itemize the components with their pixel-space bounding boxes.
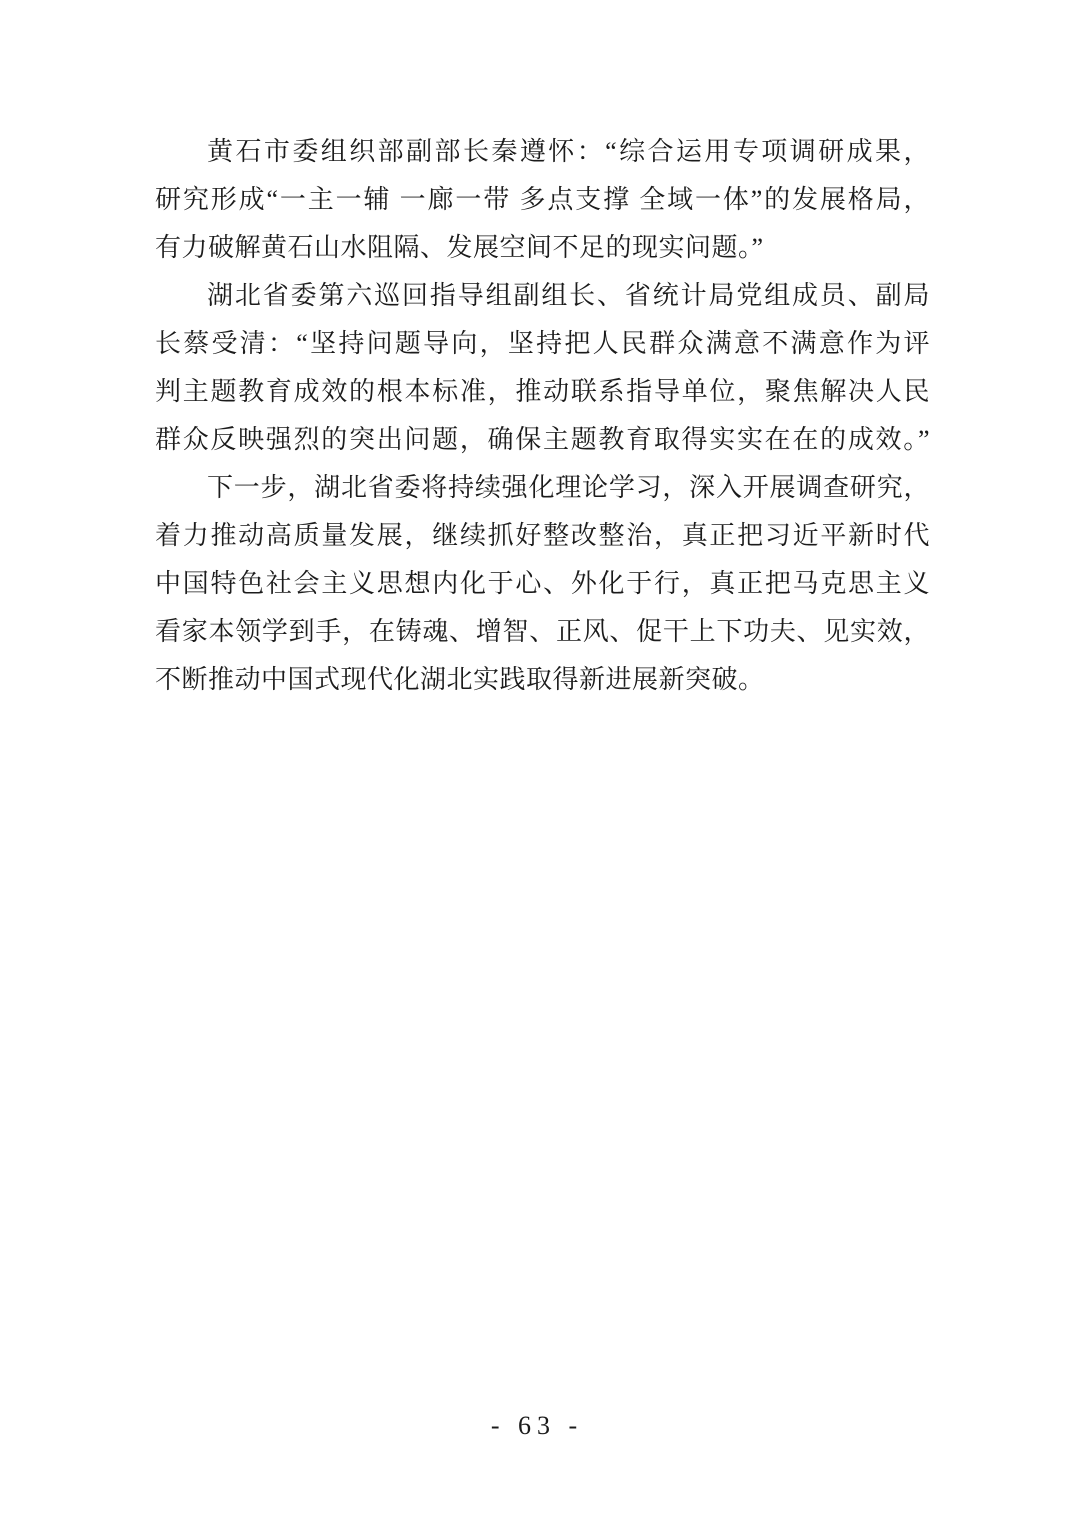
text-line: 黄石市委组织部副部长秦遵怀：“综合运用专项调研成果， bbox=[207, 137, 930, 166]
document-body bbox=[155, 128, 930, 704]
page-footer bbox=[0, 1408, 1074, 1444]
page-number: - 63 - bbox=[490, 1411, 584, 1440]
text-line: 有力破解黄石山水阻隔、发展空间不足的现实问题。” bbox=[155, 233, 764, 262]
text-line: 判主题教育成效的根本标准，推动联系指导单位，聚焦解决人民 bbox=[155, 377, 930, 406]
text-line: 中国特色社会主义思想内化于心、外化于行，真正把马克思主义 bbox=[155, 569, 930, 598]
text-line: 研究形成“一主一辅 一廊一带 多点支撑 全域一体”的发展格局， bbox=[155, 185, 930, 214]
text-line: 群众反映强烈的突出问题，确保主题教育取得实实在在的成效。” bbox=[155, 425, 930, 454]
text-line: 不断推动中国式现代化湖北实践取得新进展新突破。 bbox=[155, 665, 765, 694]
text-line: 看家本领学到手，在铸魂、增智、正风、促干上下功夫、见实效， bbox=[155, 617, 930, 646]
text-line: 着力推动高质量发展，继续抓好整改整治，真正把习近平新时代 bbox=[155, 521, 930, 550]
text-line: 下一步，湖北省委将持续强化理论学习，深入开展调查研究， bbox=[207, 473, 930, 502]
text-line: 长蔡受清：“坚持问题导向，坚持把人民群众满意不满意作为评 bbox=[155, 329, 930, 358]
text-line: 湖北省委第六巡回指导组副组长、省统计局党组成员、副局 bbox=[207, 281, 930, 310]
